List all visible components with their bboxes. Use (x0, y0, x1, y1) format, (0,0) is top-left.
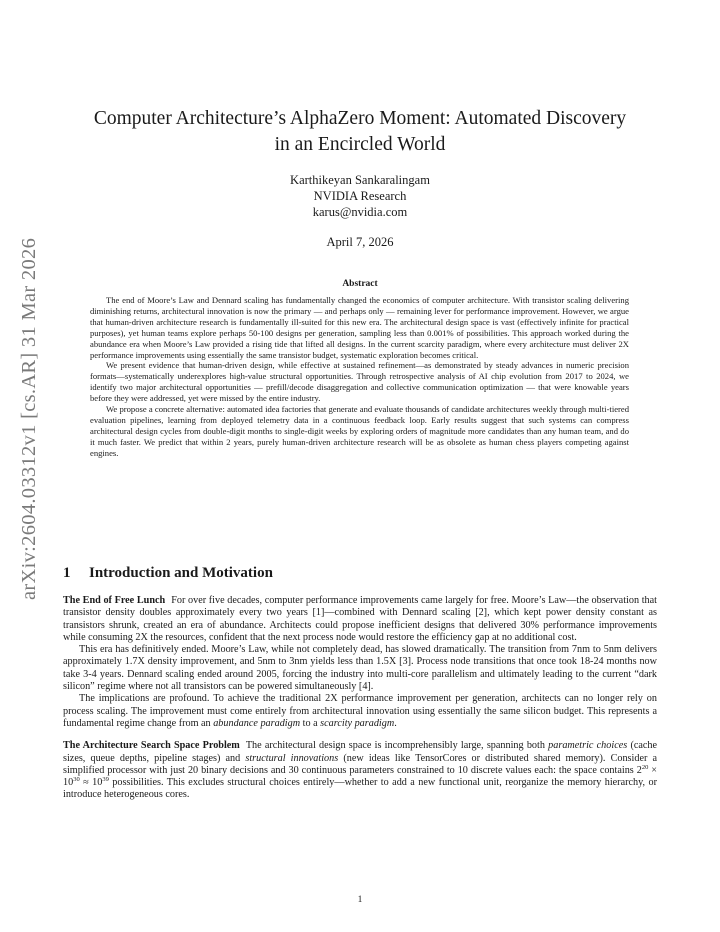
paragraph-text: (cache sizes, queue depths, pipeline stages) and (63, 740, 658, 764)
abstract-heading: Abstract (342, 279, 378, 289)
body-paragraph (63, 595, 657, 644)
emphasis-text: scarcity paradigm (320, 717, 395, 729)
title-line-1: Computer Architecture’s AlphaZero Moment: Automated Discovery (93, 108, 627, 129)
paragraph-text: × 10 (63, 764, 657, 789)
author-affiliation: NVIDIA Research (313, 189, 407, 203)
paper-title (60, 106, 660, 158)
emphasis-text: abundance paradigm (213, 717, 301, 729)
page-number: 1 (357, 895, 363, 905)
abstract (90, 295, 629, 459)
title-line-2: in an Encircled World (274, 134, 446, 155)
exponent: 30 (73, 776, 80, 784)
paragraph-heading: The End of Free Lunch (63, 595, 166, 606)
paragraph-text: The architectural design space is incomprehensibly large, spanning both (245, 740, 549, 752)
paragraph-text: . (394, 717, 397, 729)
section-number: 1 (63, 565, 71, 581)
paragraph-text: ≈ 10 (79, 777, 103, 789)
paragraph-heading: The Architecture Search Space Problem (63, 740, 240, 752)
author-name: Karthikeyan Sankaralingam (290, 173, 430, 187)
paragraph-text: to a (300, 717, 321, 729)
paper-date: April 7, 2026 (326, 235, 394, 249)
emphasis-text: structural innovations (245, 752, 339, 764)
abstract-paragraph: We present evidence that human-driven design, while effective at sustained refinement—as demonstrated by steady advances in numeric precision formats—systematically underexplores high-value structural opportunities. Through retrospective analysis of AI chip evolution from 2017 to 2024, we identify two major architectural opportunities — prefill/decode disaggregation and collective communication optimization — that were knowable years before they were addressed, yet were missed by the entire industry. (90, 360, 629, 404)
exponent: 39 (102, 776, 109, 784)
emphasis-text: parametric choices (548, 740, 628, 752)
paragraph-text: (new ideas like TensorCores or distributed shared memory). Consider a simplified processor with just 20 binary decisions and 30 continuous parameters constrained to 10 discrete values each: the space contains 2 (63, 752, 657, 776)
author-email: karus@nvidia.com (312, 205, 408, 219)
paragraph-text: For over five decades, computer performance improvements came largely for free. Moore’s Law—the observation that transistor density doubles approximately every two years [1]—combined with Dennard scaling [2], which kept power density constant as transistors shrunk, created an era of abundance. Architects could propose inefficient designs that delivered 30% performance improvements while consuming 2X the resources, confident that the next process node would restore the efficiency gap at no additional cost. (63, 595, 657, 643)
exponent: 20 (641, 763, 649, 771)
body-paragraph: This era has definitively ended. Moore’s Law, while not completely dead, has slowed dramatically. The transition from 7nm to 5nm delivers approximately 1.7X density improvement, and 5nm to 3nm yields less than 1.5X [3]. Process node transitions that once took 18-24 months now take 3-4 years. Dennard scaling ended around 2005, forcing the industry into multi-core parallelism and ultimately leading to the current “dark silicon” regime where not all transistors can be powered simultaneously [4]. (63, 644, 657, 693)
body-paragraph (63, 740, 657, 801)
section-title: Introduction and Motivation (89, 565, 273, 581)
author-block (60, 172, 660, 220)
paragraph-text: The implications are profound. To achieve the traditional 2X performance improvement per generation, architects can no longer rely on process scaling. The improvement must come entirely from architectural innovation using essentially the same silicon budget. This represents a fundamental regime change from an (63, 693, 657, 729)
body-paragraph (63, 693, 657, 730)
section-body (63, 595, 657, 802)
arxiv-identifier: arXiv:2604.03312v1 [cs.AR] 31 Mar 2026 (18, 237, 40, 600)
abstract-paragraph: We propose a concrete alternative: automated idea factories that generate and evaluate thousands of candidate architectures weekly through multi-tiered evaluation pipelines, learning from deployed telemetry data in a continuous feedback loop. Early results suggest that such systems can compress architectural design cycles from double-digit months to single-digit weeks by exploring orders of magnitude more candidates than any human team, and do it much faster. We predict that within 2 years, purely human-driven architecture research will be as obsolete as human chess players competing against engines. (90, 404, 629, 458)
section-heading (63, 565, 273, 582)
abstract-paragraph: The end of Moore’s Law and Dennard scaling has fundamentally changed the economics of computer architecture. With transistor scaling delivering diminishing returns, architectural innovation is now the primary — and perhaps only — remaining lever for performance improvement. However, we argue that human-driven architecture research is fundamentally ill-suited for this new era. The architectural design space is vast (effectively infinite for practical purposes), yet human teams explore perhaps 50-100 designs per generation, sampling less than 0.001% of possibilities. This approach worked during the abundance era when Moore’s Law provided a rising tide that lifted all designs. In the current scarcity paradigm, where every architecture must deliver 2X performance improvements using essentially the same transistor budget, systematic exploration becomes critical. (90, 295, 629, 360)
paragraph-text: possibilities. This excludes structural choices entirely—whether to add a new functional unit, reorganize the memory hierarchy, or introduce heterogeneous cores. (63, 777, 658, 801)
